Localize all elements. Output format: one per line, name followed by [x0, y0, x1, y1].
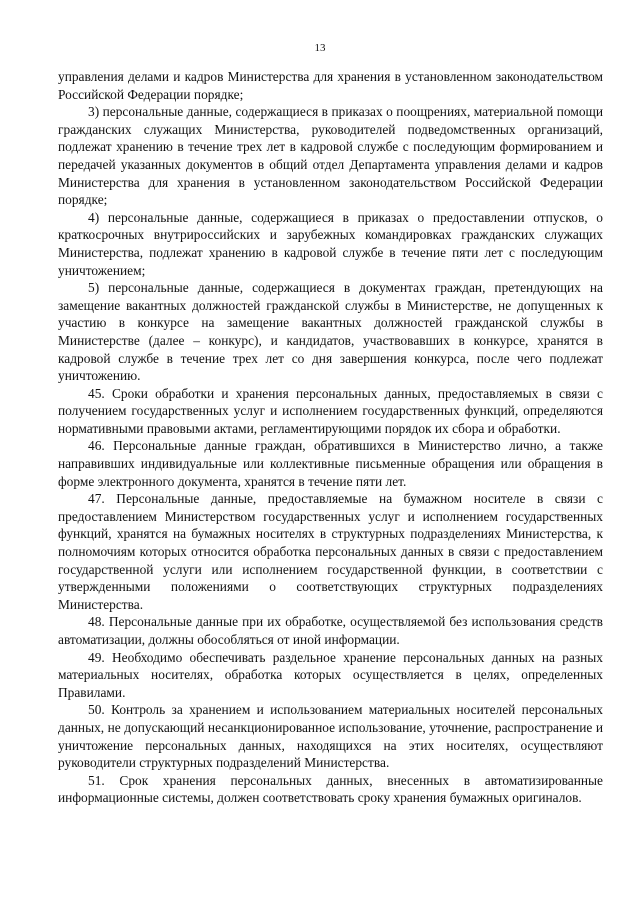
- paragraph-item-5: 5) персональные данные, содержащиеся в документах граждан, претендующих на замещение вакантных должностей гражданской службы в Министерстве, не допущенных к участию в конкурсе на замещение вакантных должностей гражданской службы в Министерстве (далее – конкурс), и кандидатов, участвовавших в конкурсе, хранятся в кадровой службе в течение трех лет со дня завершения конкурса, после чего подлежат уничтожению.: [58, 280, 603, 384]
- page-number: 13: [314, 42, 326, 54]
- document-body: [58, 68, 603, 807]
- paragraph-continuation: управления делами и кадров Министерства для хранения в установленном законодательством Российской Федерации порядке;: [58, 69, 603, 102]
- paragraph-item-3: 3) персональные данные, содержащиеся в приказах о поощрениях, материальной помощи гражданских служащих Министерства, руководителей подведомственных организаций, подлежат хранению в течение трех лет в кадровой службе с последующим формированием и передачей указанных документов в общий отдел Департамента управления делами и кадров Министерства для хранения в установленном законодательством Российской Федерации порядке;: [58, 104, 603, 208]
- paragraph-45: 45. Сроки обработки и хранения персональных данных, предоставляемых в связи с получением государственных услуг и исполнением государственных функций, определяются нормативными правовыми актами, регламентирующими порядок их сбора и обработки.: [58, 385, 603, 436]
- paragraph-item-4: 4) персональные данные, содержащиеся в приказах о предоставлении отпусков, о краткосрочных внутрироссийских и зарубежных командировках гражданских служащих Министерства, подлежат хранению в кадровой службе в течение пяти лет с последующим уничтожением;: [58, 209, 603, 278]
- paragraph-49: 49. Необходимо обеспечивать раздельное хранение персональных данных на разных материальных носителях, обработка которых осуществляется в целях, определенных Правилами.: [58, 649, 603, 700]
- paragraph-46: 46. Персональные данные граждан, обратившихся в Министерство лично, а также направивших индивидуальные или коллективные письменные обращения или обращения в форме электронного документа, хранятся в течение пяти лет.: [58, 438, 603, 489]
- paragraph-47: 47. Персональные данные, предоставляемые на бумажном носителе в связи с предоставлением Министерством государственных услуг и исполнением государственных функций, хранятся на бумажных носителях в структурных подразделениях Министерства, к полномочиям которых относится обработка персональных данных в связи с предоставлением государственной услуги или исполнением государственной функции, в соответствии с утвержденными положениями о соответствующих структурных подразделениях Министерства.: [58, 491, 603, 612]
- paragraph-50: 50. Контроль за хранением и использованием материальных носителей персональных данных, не допускающий несанкционированное использование, уточнение, распространение и уничтожение персональных данных, находящихся на этих носителях, осуществляют руководители структурных подразделений Министерства.: [58, 702, 603, 771]
- paragraph-51: 51. Срок хранения персональных данных, внесенных в автоматизированные информационные системы, должен соответствовать сроку хранения бумажных оригиналов.: [58, 772, 603, 806]
- paragraph-48: 48. Персональные данные при их обработке, осуществляемой без использования средств автоматизации, должны обособляться от иной информации.: [58, 614, 603, 647]
